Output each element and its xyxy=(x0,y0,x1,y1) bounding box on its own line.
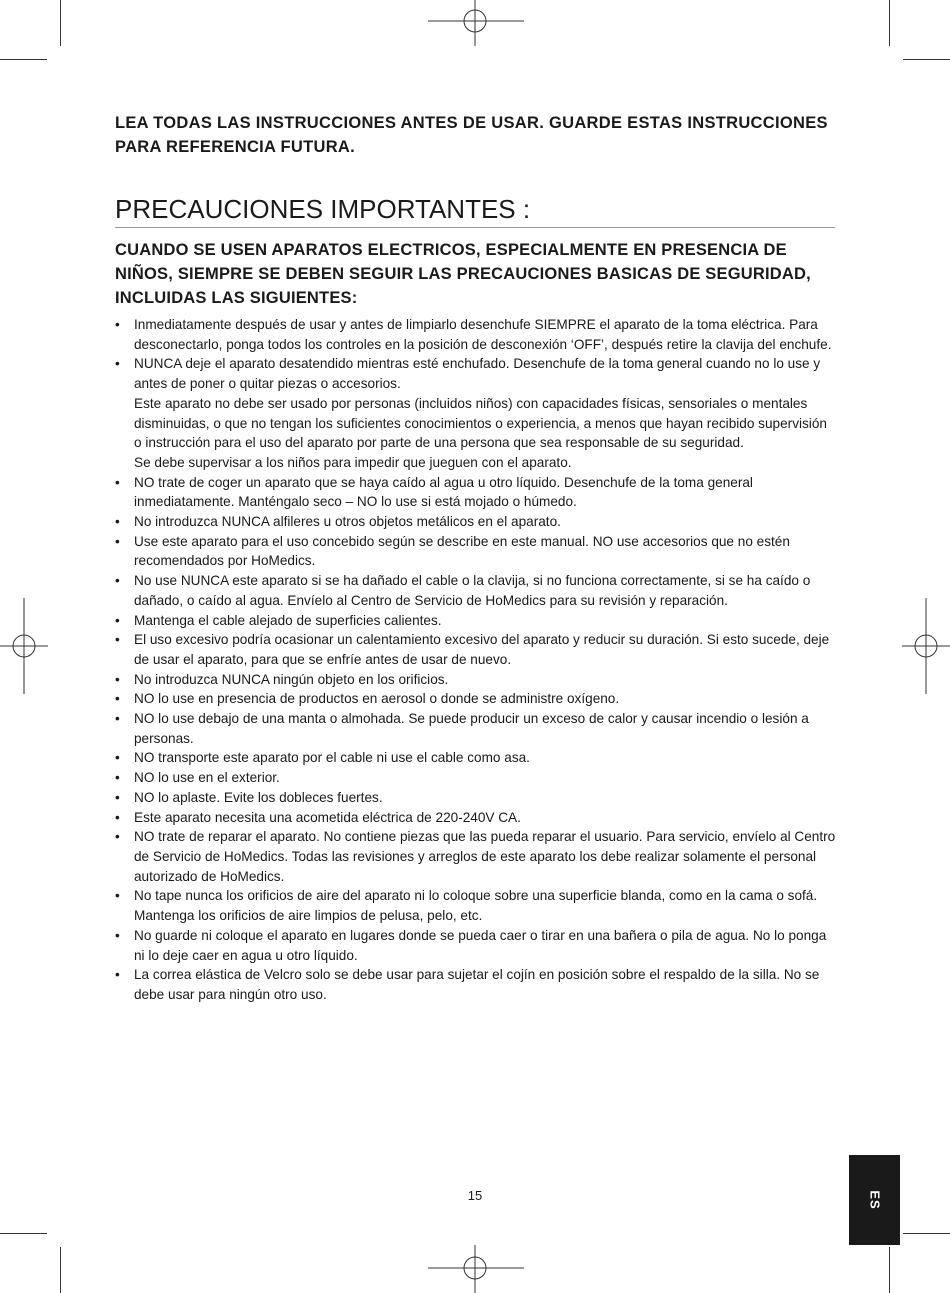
list-item-text: NO lo use debajo de una manta o almohada. Se puede producir un exceso de calor y causar incendio o lesión a personas. xyxy=(134,711,809,746)
crop-mark xyxy=(903,1233,950,1234)
bullet-icon: • xyxy=(115,711,120,727)
list-item xyxy=(115,689,837,709)
list-item xyxy=(115,886,837,925)
list-item-text: No guarde ni coloque el aparato en lugares donde se pueda caer o tirar en una bañera o pila de agua. No lo ponga ni lo deje caer en agua u otro líquido. xyxy=(134,927,827,963)
crop-mark xyxy=(60,1247,61,1293)
bullet-icon: • xyxy=(115,632,120,648)
page-number: 15 xyxy=(467,1188,483,1203)
list-item-text: La correa elástica de Velcro solo se debe usar para sujetar el cojín en posición sobre el respaldo de la silla. No se debe usar para ningún otro uso. xyxy=(134,967,820,1002)
list-item-text: NO transporte este aparato por el cable ni use el cable como asa. xyxy=(134,750,530,766)
list-item xyxy=(115,788,837,808)
title-divider xyxy=(115,227,835,228)
list-item-text: No introduzca NUNCA alfileres u otros objetos metálicos en el aparato. xyxy=(134,514,561,530)
bullet-icon: • xyxy=(115,770,120,786)
bullet-icon: • xyxy=(115,888,120,904)
registration-mark-bottom xyxy=(428,1245,524,1293)
list-item-text: Mantenga el cable alejado de superficies calientes. xyxy=(134,612,442,628)
page-title: PRECAUCIONES IMPORTANTES : xyxy=(115,194,531,224)
list-item-text: Use este aparato para el uso concebido según se describe en este manual. NO use accesorios que no estén recomendados por HoMedics. xyxy=(134,533,790,569)
list-item-text: No use NUNCA este aparato si se ha dañado el cable o la clavija, si no funciona correctamente, si se ha caído o dañado, o caído al agua. Envíelo al Centro de Servicio de HoMedics para su revisión y reparación. xyxy=(134,573,811,608)
crop-mark xyxy=(60,0,61,46)
language-tab xyxy=(849,1155,900,1245)
list-item xyxy=(115,354,837,472)
precautions-list xyxy=(115,315,837,1005)
registration-mark-right xyxy=(902,598,950,694)
list-item xyxy=(115,315,837,354)
list-item-text: NO lo use en el exterior. xyxy=(134,770,280,786)
bullet-icon: • xyxy=(115,533,120,549)
list-item-text: NO lo aplaste. Evite los dobleces fuertes. xyxy=(134,789,383,805)
list-item-text: Este aparato necesita una acometida eléctrica de 220-240V CA. xyxy=(134,809,521,825)
bullet-icon: • xyxy=(115,829,120,845)
bullet-icon: • xyxy=(115,671,120,687)
bullet-icon: • xyxy=(115,317,120,332)
bullet-icon: • xyxy=(115,573,120,589)
bullet-icon: • xyxy=(115,967,120,983)
list-item xyxy=(115,611,837,631)
list-item xyxy=(115,473,837,512)
language-tab-label: ES xyxy=(867,1190,882,1210)
crop-mark xyxy=(889,1247,890,1293)
bullet-icon: • xyxy=(115,789,120,805)
registration-mark-left xyxy=(0,598,48,694)
registration-mark-top xyxy=(428,0,524,46)
list-item-text: Se debe supervisar a los niños para impedir que jueguen con el aparato. xyxy=(134,454,572,470)
bullet-icon: • xyxy=(115,927,120,943)
list-item xyxy=(115,926,837,965)
list-item xyxy=(115,532,837,571)
list-item xyxy=(115,768,837,788)
intro-notice: LEA TODAS LAS INSTRUCCIONES ANTES DE USAR. GUARDE ESTAS INSTRUCCIONES PARA REFERENCIA FUTURA. xyxy=(115,114,828,156)
list-item-text: NO lo use en presencia de productos en aerosol o donde se administre oxígeno. xyxy=(134,691,620,707)
list-item-text: Inmediatamente después de usar y antes de limpiarlo desenchufe SIEMPRE el aparato de la toma eléctrica. Para desconectarlo, ponga todos los controles en la posición de desconexión ‘OFF’, después retire la clavija del enchufe. xyxy=(134,317,832,352)
bullet-icon: • xyxy=(115,356,120,372)
list-item xyxy=(115,748,837,768)
list-item xyxy=(115,670,837,690)
list-item-text: No tape nunca los orificios de aire del aparato ni lo coloque sobre una superficie blanda, como en la cama o sofá. Mantenga los orificios de aire limpios de pelusa, pelo, etc. xyxy=(134,888,818,924)
bullet-icon: • xyxy=(115,474,120,490)
crop-mark xyxy=(903,59,950,60)
list-item xyxy=(115,709,837,748)
bullet-icon: • xyxy=(115,691,120,707)
list-item-text: El uso excesivo podría ocasionar un calentamiento excesivo del aparato y reducir su duración. Si esto sucede, deje de usar el aparato, para que se enfríe antes de usar de nuevo. xyxy=(134,632,830,667)
crop-mark xyxy=(0,59,47,60)
list-item-text: NO trate de coger un aparato que se haya caído al agua u otro líquido. Desenchufe de la toma general inmediatamente. Manténgalo seco – NO lo use si está mojado o húmedo. xyxy=(134,474,753,510)
crop-mark xyxy=(889,0,890,46)
list-item-text: Este aparato no debe ser usado por personas (incluidos niños) con capacidades físicas, sensoriales o mentales disminuidas, o que no tengan los suficientes conocimientos o experiencia, a menos que hayan recibido supervisión o instrucción para el uso del aparato por parte de una persona que sea responsable de su seguridad. xyxy=(134,395,827,451)
bullet-icon: • xyxy=(115,612,120,628)
list-item xyxy=(115,808,837,828)
list-item xyxy=(115,571,837,610)
list-item xyxy=(115,965,837,1004)
list-item-text: NO trate de reparar el aparato. No contiene piezas que las pueda reparar el usuario. Para servicio, envíelo al Centro de Servicio de HoMedics. Todas las revisiones y arreglos de este aparato los debe realizar solamente el personal autorizado de HoMedics. xyxy=(134,829,836,884)
bullet-icon: • xyxy=(115,809,120,825)
list-item xyxy=(115,630,837,669)
bullet-icon: • xyxy=(115,750,120,766)
crop-mark xyxy=(0,1233,47,1234)
section-subheading: CUANDO SE USEN APARATOS ELECTRICOS, ESPECIALMENTE EN PRESENCIA DE NIÑOS, SIEMPRE SE DEBEN SEGUIR LAS PRECAUCIONES BASICAS DE SEGURIDAD, INCLUIDAS LAS SIGUIENTES: xyxy=(115,241,811,307)
bullet-icon: • xyxy=(115,514,120,530)
list-item xyxy=(115,512,837,532)
list-item-text: NUNCA deje el aparato desatendido mientras esté enchufado. Desenchufe de la toma general cuando no lo use y antes de poner o quitar piezas o accesorios. xyxy=(134,356,821,392)
list-item xyxy=(115,827,837,886)
list-item-text: No introduzca NUNCA ningún objeto en los orificios. xyxy=(134,671,449,687)
